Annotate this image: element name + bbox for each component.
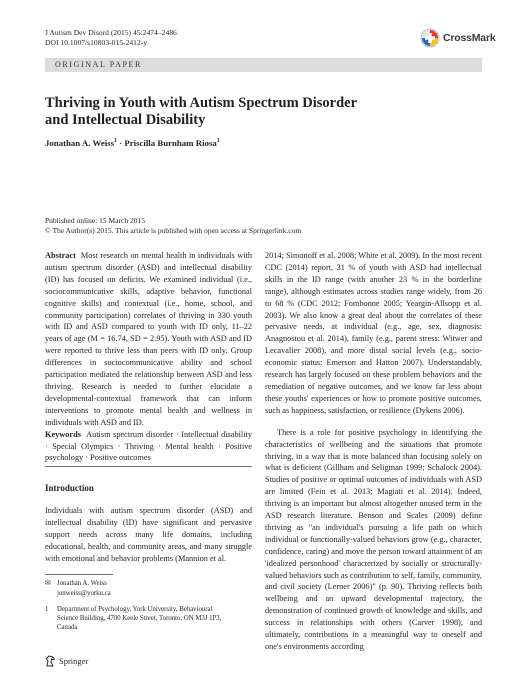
section-divider <box>45 466 252 467</box>
introduction-heading: Introduction <box>45 483 94 493</box>
doi: DOI 10.1007/s10803-015-2412-y <box>45 38 148 47</box>
copyright-notice: © The Author(s) 2015. This article is published with open access at Springerlink.com <box>45 225 302 235</box>
affiliation-line-2: Science Building, 4700 Keele Street, Toronto, ON M3J 1P3, <box>57 615 222 622</box>
published-date: Published online: 15 March 2015 <box>45 216 145 225</box>
affiliation-number: 1 <box>45 606 49 613</box>
publication-info <box>45 216 482 236</box>
abstract-label: Abstract <box>45 251 76 260</box>
footnote-divider <box>45 574 113 575</box>
envelope-icon: ✉ <box>45 580 51 587</box>
crossmark-icon <box>420 28 440 48</box>
author-separator: · <box>117 138 125 148</box>
right-column <box>265 250 482 653</box>
left-column <box>45 250 252 464</box>
springer-horse-icon <box>45 655 56 667</box>
crossmark-badge[interactable] <box>420 27 495 49</box>
corresponding-email[interactable]: jonweiss@yorku.ca <box>57 590 111 597</box>
affiliation-line-3: Canada <box>57 624 78 631</box>
publisher-footer <box>45 655 88 667</box>
author-1-affiliation: 1 <box>114 138 118 145</box>
keywords <box>45 429 252 465</box>
abstract-text: Most research on mental health in individuals with autism spectrum disorder (ASD) and intellectual disability (ID) has focused on deficits. We examined individual (i.e., sociocommunicative skills, adaptive behavior, functional cognitive skills) and contextual (i.e., home, school, and community participation) correlates of thriving in 330 youth with ID and ASD compared to youth with ID only, 11–22 years of age (M = 16.74, SD = 2.95). Youth with ASD and ID were reported to thrive less than peers with ID only. Group differences in sociocommunicative ability and school participation mediated the relationship between ASD and less thriving. Research is needed to further elucidate a developmental-contextual framework that can inform interventions to promote mental health and wellness in individuals with ASD and ID. <box>45 251 252 427</box>
article-type-band <box>45 58 482 72</box>
author-list <box>45 138 220 148</box>
corresponding-author <box>45 579 250 588</box>
journal-reference: J Autism Dev Disord (2015) 45:2474–2486 <box>45 28 177 37</box>
title-line-1: Thriving in Youth with Autism Spectrum Disorder <box>45 95 358 111</box>
abstract <box>45 250 252 429</box>
author-2-affiliation: 1 <box>216 138 220 145</box>
keywords-text: Autism spectrum disorder · Intellectual disability · Special Olympics · Thriving · Mental health · Positive psychology · Positive outcomes <box>45 429 252 463</box>
publisher-name: Springer <box>59 656 89 666</box>
crossmark-label: CrossMark <box>443 32 496 44</box>
article-title <box>45 95 465 129</box>
right-paragraph-2: There is a role for positive psychology in identifying the characteristics of wellbeing and the situations that promote thriving, in a way that is more balanced than focusing solely on what is deficient (Gillham and Seligman 1999; Schalock 2004). Studies of positive or optimal outcomes of individuals with ASD are limited (Fein et al. 2013; Magiati et al. 2014). Indeed, thriving is an important but almost altogether unused term in the ASD research literature. Benson and Scales (2009) define thriving as "an individual's pursuing a life path on which individual or functionally-valued behaviors grow (e.g., character, confidence, caring) and move the person toward attainment of an 'idealized personhood' characterized by socially or structurally-valued behaviors such as contribution to self, family, community, and civil society (Lerner 2006)" (p. 90). Thriving reflects both wellbeing and an upward developmental trajectory, the demonstration of continued growth of knowledge and skills, and success in relationships with others (Carver 1998), and ultimately, contributions in a meaningful way to oneself and one's environments according <box>265 427 482 651</box>
journal-citation <box>45 28 177 48</box>
right-paragraph-1: 2014; Simonoff et al. 2008; White et al. 2009). In the most recent CDC (2014) report, 31 % of youth with ASD had intellectual skills in the ID range (with another 23 % in the borderline range), although estimates across studies range widely, from 26 to 68 % (CDC 2012; Fombonne 2005; Yeargin-Allsopp et al. 2003). We also know a great deal about the correlates of these pervasive needs, at individual (e.g., age, sex, diagnosis: Anagnostou et al. 2014), family (e.g., parent stress: Witwer and Lecavalier 2008), and more distal social levels (e.g., socio-economic status: Emerson and Hatton 2007). Understandably, research has largely focused on these problem behaviors and the remediation of negative outcomes, and we know far less about these youths' experiences or how to promote positive outcomes, such as happiness, satisfaction, or resilience (Dykens 2006). <box>265 251 482 415</box>
author-2: Priscilla Burnham Riosa <box>124 138 217 148</box>
author-1: Jonathan A. Weiss <box>45 138 115 148</box>
keywords-label: Keywords <box>45 429 81 439</box>
article-type: ORIGINAL PAPER <box>55 60 142 69</box>
introduction-text: Individuals with autism spectrum disorder (ASD) and intellectual disability (ID) have significant and pervasive support needs across many life domains, including educational, health, and community areas, and many struggle with emotional and behavior problems (Mannion et al. <box>45 506 252 563</box>
affiliation-line-1: Department of Psychology, York University, Behavioural <box>57 606 213 613</box>
corresponding-name: Jonathan A. Weiss <box>57 580 107 587</box>
affiliation <box>45 605 250 614</box>
title-line-2: and Intellectual Disability <box>45 112 206 128</box>
